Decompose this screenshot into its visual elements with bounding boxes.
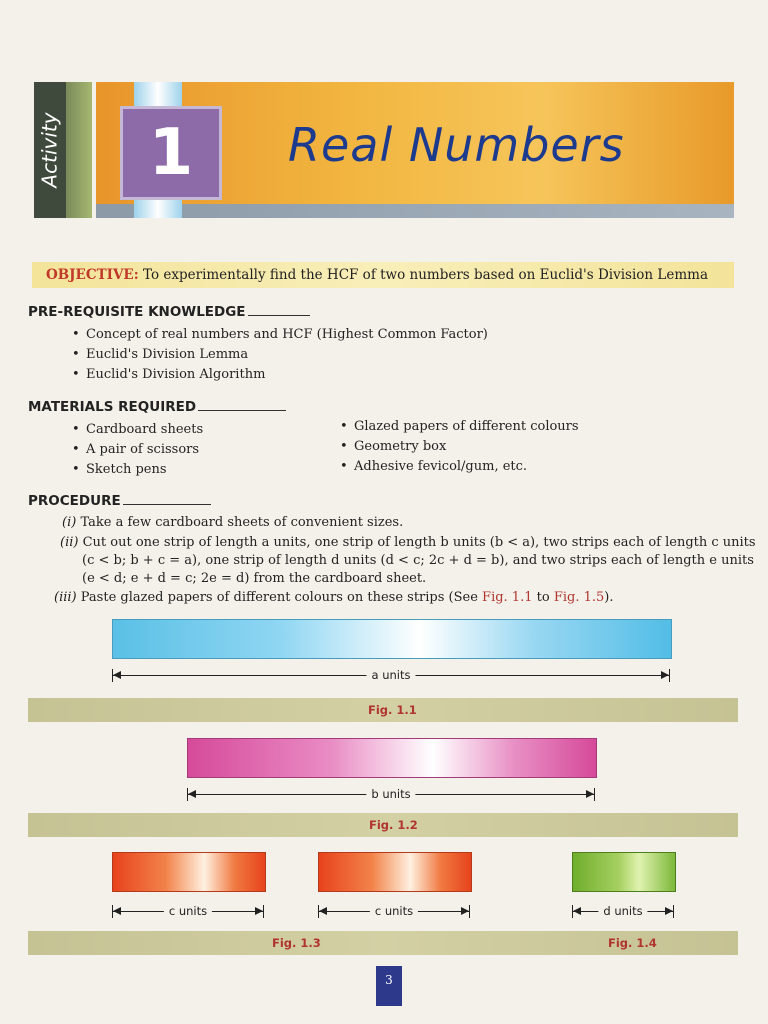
list-item: • Euclid's Division Algorithm <box>72 365 488 385</box>
chapter-title: Real Numbers <box>288 118 625 172</box>
procedure-step-1 <box>62 514 762 532</box>
list-item: • Sketch pens <box>72 460 203 480</box>
list-item: • Euclid's Division Lemma <box>72 345 488 365</box>
objective-text: To experimentally find the HCF of two numbers based on Euclid's Division Lemma <box>143 267 709 283</box>
dimension-c-second <box>318 903 470 919</box>
dimension-label: c units <box>370 903 418 919</box>
step-text: Paste glazed papers of different colours on these strips (See <box>80 590 483 605</box>
materials-list-left <box>72 420 203 480</box>
activity-banner <box>34 82 734 220</box>
activity-label: Activity <box>38 112 62 188</box>
step-number: (i) <box>62 515 77 530</box>
dimension-label: b units <box>366 786 415 802</box>
dimension-c-first <box>112 903 264 919</box>
figure-reference: Fig. 1.1 <box>482 590 533 605</box>
procedure-step-2-line-3: (e < d; e + d = c; 2e = d) from the cardboard sheet. <box>82 571 427 586</box>
materials-heading-text: MATERIALS REQUIRED <box>28 399 197 415</box>
dimension-label: c units <box>164 903 212 919</box>
step-number: (ii) <box>60 535 79 550</box>
list-item: • Cardboard sheets <box>72 420 203 440</box>
prerequisite-heading-text: PRE-REQUISITE KNOWLEDGE <box>28 304 246 320</box>
activity-tab-stripe <box>66 82 92 218</box>
activity-number: 1 <box>120 106 222 200</box>
procedure-heading <box>28 493 211 509</box>
prerequisite-list <box>72 325 488 385</box>
activity-tab <box>34 82 66 218</box>
strip-c-first <box>112 852 266 892</box>
step-text: ). <box>604 590 614 605</box>
strip-b <box>187 738 597 778</box>
dimension-label: a units <box>367 667 416 683</box>
list-item: • Adhesive fevicol/gum, etc. <box>340 457 579 477</box>
dimension-d <box>572 903 674 919</box>
list-item: • Geometry box <box>340 437 579 457</box>
figure-caption: Fig. 1.2 <box>369 818 418 832</box>
materials-heading <box>28 399 286 415</box>
step-text: Take a few cardboard sheets of convenient sizes. <box>80 515 404 530</box>
step-number: (iii) <box>54 590 77 605</box>
materials-list-right <box>340 417 579 477</box>
prerequisite-heading <box>28 304 310 320</box>
list-item: • Concept of real numbers and HCF (Highest Common Factor) <box>72 325 488 345</box>
figure-caption: Fig. 1.1 <box>368 703 417 717</box>
list-item: • A pair of scissors <box>72 440 203 460</box>
strip-d <box>572 852 676 892</box>
figure-reference: Fig. 1.5 <box>553 590 605 605</box>
strip-c-second <box>318 852 472 892</box>
objective-label: OBJECTIVE: <box>46 267 139 283</box>
step-text: Cut out one strip of length a units, one strip of length b units (b < a), two strips each of length c units <box>82 535 756 550</box>
step-text: to <box>532 590 554 605</box>
figure-caption: Fig. 1.4 <box>608 936 657 950</box>
figure-caption-bar <box>28 698 738 722</box>
list-item: • Glazed papers of different colours <box>340 417 579 437</box>
figure-caption: Fig. 1.3 <box>272 936 321 950</box>
procedure-heading-text: PROCEDURE <box>28 493 121 509</box>
dimension-a <box>112 667 670 683</box>
dimension-b <box>187 786 595 802</box>
strip-a <box>112 619 672 659</box>
dimension-label: d units <box>598 903 647 919</box>
objective-bar <box>32 262 734 288</box>
page-number: 3 <box>376 966 402 1006</box>
banner-bottom-stripe <box>96 204 734 218</box>
procedure-step-3 <box>54 589 754 607</box>
procedure-step-2 <box>60 534 760 552</box>
procedure-step-2-line-2: (c < b; b + c = a), one strip of length d units (d < c; 2c + d = b), and two strips each of length e units <box>82 553 754 568</box>
figure-caption-bar <box>28 931 738 955</box>
figure-caption-bar <box>28 813 738 837</box>
